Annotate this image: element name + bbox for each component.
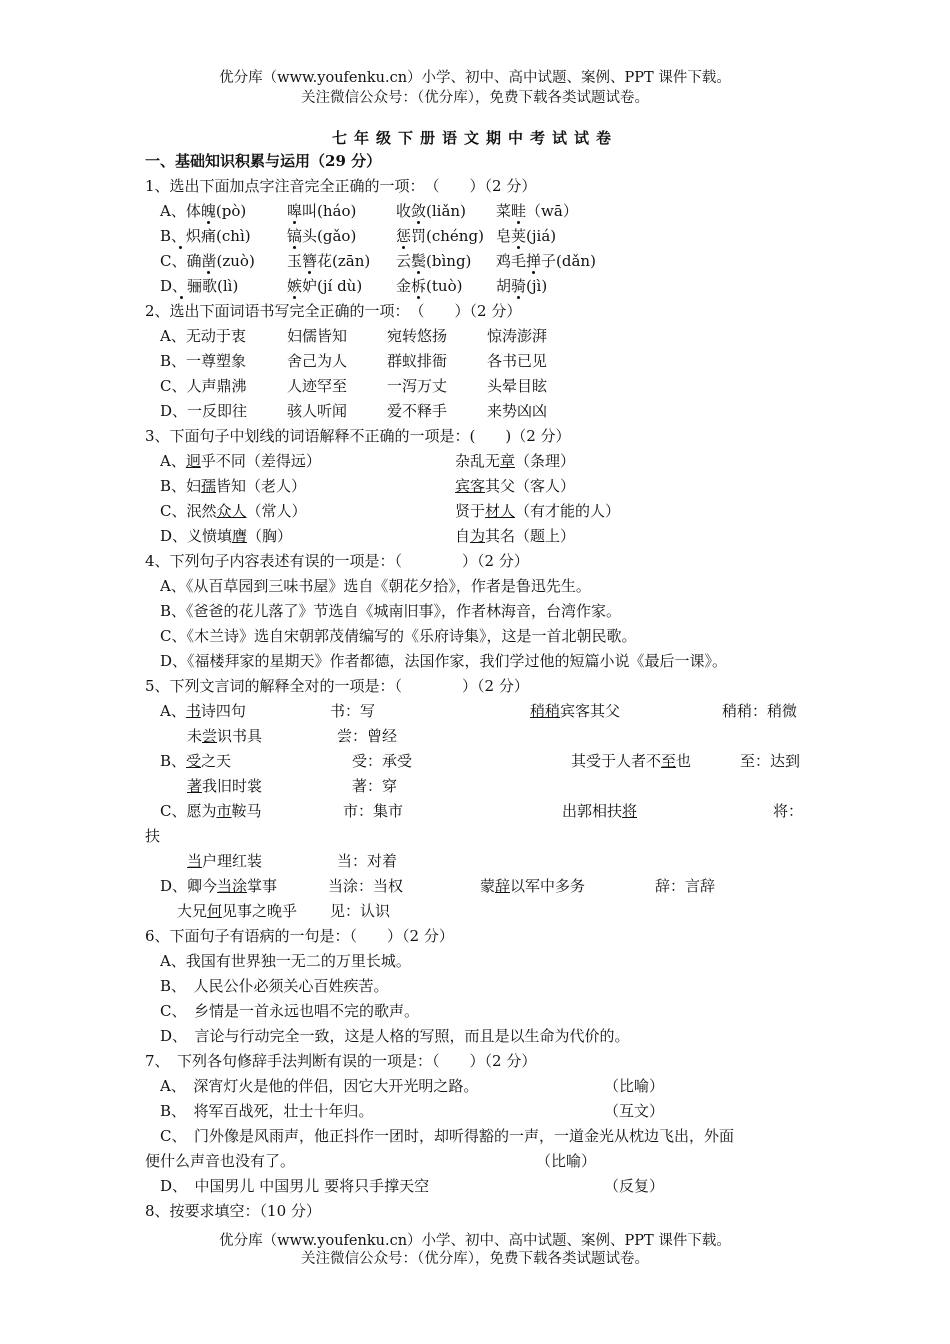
q7-option-c-line2: 便什么声音也没有了。	[145, 1152, 296, 1170]
q5-c1-phrase: C、愿为市鞍马	[160, 802, 262, 820]
q4-option-d: D、《福楼拜家的星期天》作者都德，法国作家，我们学过他的短篇小说《最后一课》。	[160, 652, 728, 670]
q5-b1-gloss-2: 至：达到	[740, 752, 801, 770]
q2-b-3: 群蚁排衙	[387, 352, 448, 370]
q3-stem: 3、下面句子中划线的词语解释不正确的一项是：( )（2 分）	[145, 427, 571, 445]
q5-d1-gloss: 当涂：当权	[328, 877, 404, 895]
q7-option-b: B、 将军百战死，壮士十年归。	[160, 1102, 374, 1120]
q5-d1-phrase-2: 蒙辞以军中多务	[480, 877, 586, 895]
footer-line-2: 关注微信公众号：（优分库），免费下载各类试题试卷。	[301, 1251, 649, 1267]
q2-stem: 2、选出下面词语书写完全正确的一项： （ ）（2 分）	[145, 302, 522, 320]
q2-a-1: A、无动于衷	[160, 327, 246, 345]
q1-b-word-3: 惩罚(chéng)	[396, 227, 484, 245]
q5-d2-phrase: 大兄何见事之晚乎	[177, 902, 298, 920]
q4-stem: 4、下列句子内容表述有误的一项是：（ ）（2 分）	[145, 552, 529, 570]
q2-b-4: 各书已见	[487, 352, 548, 370]
q1-a-word-3: 收敛(liǎn)	[396, 202, 466, 220]
q1-c-word-4: 鸡毛掸子(dǎn)	[496, 252, 596, 270]
q7-option-c-line1: C、 门外像是风雨声，他正抖作一团时，却听得豁的一声，一道金光从枕边飞出，外面	[160, 1127, 734, 1145]
q5-a1-gloss-2: 稍稍：稍微	[722, 702, 798, 720]
q1-stem: 1、选出下面加点字注音完全正确的一项： （ ）（2 分）	[145, 177, 537, 195]
q1-b-word-2: 镐头(gǎo)	[287, 227, 357, 245]
q7-stem: 7、 下列各句修辞手法判断有误的一项是：（ ）（2 分）	[145, 1052, 537, 1070]
q5-d1-gloss-2: 辞：言辞	[655, 877, 716, 895]
q5-c1-gloss: 市：集市	[343, 802, 404, 820]
q2-b-1: B、一尊塑象	[160, 352, 247, 370]
q4-option-a: A、《从百草园到三味书屋》选自《朝花夕拾》，作者是鲁迅先生。	[160, 577, 591, 595]
q1-option-d: D、骊歌(lì)	[160, 277, 239, 295]
q6-option-b: B、 人民公仆必须关心百姓疾苦。	[160, 977, 389, 995]
q1-option-a: A、体魄(pò)	[160, 202, 247, 220]
q2-d-3: 爱不释手	[387, 402, 448, 420]
q5-b1-phrase-2: 其受于人者不至也	[571, 752, 692, 770]
q4-option-b: B、《爸爸的花儿落了》节选自《城南旧事》，作者林海音，台湾作家。	[160, 602, 622, 620]
q2-c-2: 人迹罕至	[287, 377, 348, 395]
q4-option-c: C、《木兰诗》选自宋朝郭茂倩编写的《乐府诗集》，这是一首北朝民歌。	[160, 627, 637, 645]
q5-c2-gloss: 当：对着	[337, 852, 398, 870]
q1-a-word-2: 嗥叫(háo)	[287, 202, 357, 220]
q7-option-d-tag: （反复）	[604, 1177, 665, 1195]
q5-d2-gloss: 见：认识	[330, 902, 391, 920]
q5-a1-phrase: A、书诗四句	[160, 702, 246, 720]
q6-option-d: D、 言论与行动完全一致，这是人格的写照，而且是以生命为代价的。	[160, 1027, 630, 1045]
header-line-2: 关注微信公众号：（优分库），免费下载各类试题试卷。	[301, 90, 649, 106]
q2-d-2: 骇人听闻	[287, 402, 348, 420]
q5-a2-phrase: 未尝识书具	[187, 727, 263, 745]
q3-d-left: D、义愤填膺（胸）	[160, 527, 293, 545]
q2-a-4: 惊涛澎湃	[487, 327, 548, 345]
q1-a-word-4: 菜畦（wā）	[496, 202, 578, 220]
q2-c-3: 一泻万丈	[387, 377, 448, 395]
q3-d-right: 自为其名（题上）	[455, 527, 576, 545]
q1-b-word-4: 皂荚(jiá)	[496, 227, 557, 245]
q2-c-4: 头晕目眩	[487, 377, 548, 395]
q2-c-1: C、人声鼎沸	[160, 377, 247, 395]
q1-d-word-4: 胡骑(jì)	[496, 277, 548, 295]
q1-c-word-2: 玉簪花(zān)	[287, 252, 371, 270]
q2-a-2: 妇儒皆知	[287, 327, 348, 345]
page-title: 七年级下册语文期中考试试卷	[331, 129, 618, 147]
q6-option-c: C、 乡情是一首永远也唱不完的歌声。	[160, 1002, 419, 1020]
q3-b-right: 宾客其父（客人）	[455, 477, 576, 495]
q5-b1-phrase: B、受之天	[160, 752, 232, 770]
q1-option-b: B、炽痛(chì)	[160, 227, 251, 245]
q5-c1-phrase-2: 出郭相扶将	[562, 802, 638, 820]
q1-c-word-3: 云鬓(bìng)	[396, 252, 472, 270]
q5-c1-gloss-2-wrap: 扶	[145, 827, 161, 845]
footer-line-1: 优分库（www.youfenku.cn）小学、初中、高中试题、案例、PPT 课件下载。	[219, 1233, 731, 1249]
q5-a1-phrase-2: 稍稍宾客其父	[530, 702, 621, 720]
q7-option-b-tag: （互文）	[604, 1102, 665, 1120]
q2-b-2: 舍己为人	[287, 352, 348, 370]
q1-d-word-3: 金柝(tuò)	[396, 277, 463, 295]
q5-b2-phrase: 著我旧时裳	[187, 777, 263, 795]
section-heading: 一、基础知识积累与运用（29 分）	[145, 152, 382, 170]
q8-stem: 8、按要求填空：（10 分）	[145, 1202, 321, 1220]
q3-c-left: C、泯然众人（常人）	[160, 502, 307, 520]
q3-a-right: 杂乱无章（条理）	[455, 452, 576, 470]
q6-option-a: A、我国有世界独一无二的万里长城。	[160, 952, 411, 970]
q5-d1-phrase: D、卿今当涂掌事	[160, 877, 278, 895]
q1-option-c: C、确凿(zuò)	[160, 252, 255, 270]
q7-option-d: D、 中国男儿 中国男儿 要将只手撑天空	[160, 1177, 430, 1195]
q5-b1-gloss: 受：承受	[352, 752, 413, 770]
q6-stem: 6、下面句子有语病的一句是：（ ）（2 分）	[145, 927, 454, 945]
q2-d-4: 来势凶凶	[487, 402, 548, 420]
q1-d-word-2: 嫉妒(jí dù)	[287, 277, 363, 295]
header-line-1: 优分库（www.youfenku.cn）小学、初中、高中试题、案例、PPT 课件下载。	[219, 70, 731, 86]
q7-option-a-tag: （比喻）	[604, 1077, 665, 1095]
q5-a2-gloss: 尝：曾经	[337, 727, 398, 745]
q5-c2-phrase: 当户理红装	[187, 852, 263, 870]
q5-a1-gloss: 书：写	[330, 702, 376, 720]
q3-a-left: A、迥乎不同（差得远）	[160, 452, 321, 470]
q2-d-1: D、一反即往	[160, 402, 248, 420]
q2-a-3: 宛转悠扬	[387, 327, 448, 345]
q7-option-a: A、 深宵灯火是他的伴侣，因它大开光明之路。	[160, 1077, 479, 1095]
q7-option-c-tag: （比喻）	[536, 1152, 597, 1170]
q3-b-left: B、妇孺皆知（老人）	[160, 477, 307, 495]
q5-stem: 5、下列文言词的解释全对的一项是：（ ）（2 分）	[145, 677, 529, 695]
q5-c1-gloss-2: 将：	[773, 802, 804, 820]
q3-c-right: 贤于材人（有才能的人）	[455, 502, 621, 520]
q5-b2-gloss: 著：穿	[352, 777, 398, 795]
